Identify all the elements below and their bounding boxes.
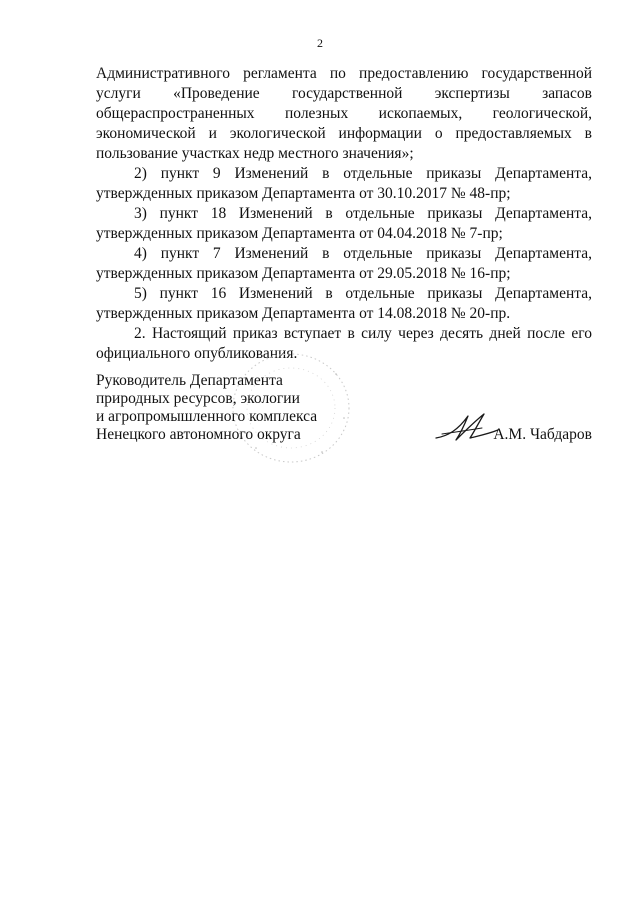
signer-position bbox=[96, 372, 356, 444]
list-item-4 bbox=[96, 244, 592, 264]
list-item-2 bbox=[96, 164, 592, 184]
list-item-2-continuation: утвержденных приказом Департамента от 30.10.2017 № 48-пр; bbox=[96, 185, 511, 202]
list-item-4-line1: 4) пункт 7 Изменений в отдельные приказы Департамента, bbox=[134, 245, 592, 262]
signer-position-line: Руководитель Департамента bbox=[96, 372, 283, 389]
list-item-5-continuation: утвержденных приказом Департамента от 14.08.2018 № 20-пр. bbox=[96, 305, 511, 322]
handwritten-signature bbox=[434, 408, 500, 444]
list-item-5 bbox=[96, 284, 592, 304]
list-item-4-continuation: утвержденных приказом Департамента от 29.05.2018 № 16-пр; bbox=[96, 265, 511, 282]
signer-position-line: природных ресурсов, экологии bbox=[96, 390, 300, 407]
list-item-3-line1: 3) пункт 18 Изменений в отдельные приказы Департамента, bbox=[134, 205, 592, 222]
list-item-2-line1: 2) пункт 9 Изменений в отдельные приказы Департамента, bbox=[134, 165, 592, 182]
signer-position-line: и агропромышленного комплекса bbox=[96, 408, 318, 425]
paragraph-clause-2: 2. Настоящий приказ вступает в силу через десять дней после его официального опубликования. bbox=[96, 325, 592, 362]
list-item-5-line1: 5) пункт 16 Изменений в отдельные приказы Департамента, bbox=[134, 285, 592, 302]
page-number: 2 bbox=[317, 36, 323, 50]
document-body bbox=[96, 64, 592, 364]
list-item-3 bbox=[96, 204, 592, 224]
signer-position-line: Ненецкого автономного округа bbox=[96, 426, 301, 443]
paragraph-intro: Административного регламента по предоставлению государственной услуги «Проведение государственной экспертизы запасов общераспространенных полезных ископаемых, геологической, экономической и экологической информации о предоставляемых в пользование участках недр местного значения»; bbox=[96, 65, 592, 162]
list-item-3-continuation: утвержденных приказом Департамента от 04.04.2018 № 7-пр; bbox=[96, 225, 503, 242]
signer-name: А.М. Чабдаров bbox=[493, 426, 592, 443]
signature-block bbox=[96, 372, 592, 452]
